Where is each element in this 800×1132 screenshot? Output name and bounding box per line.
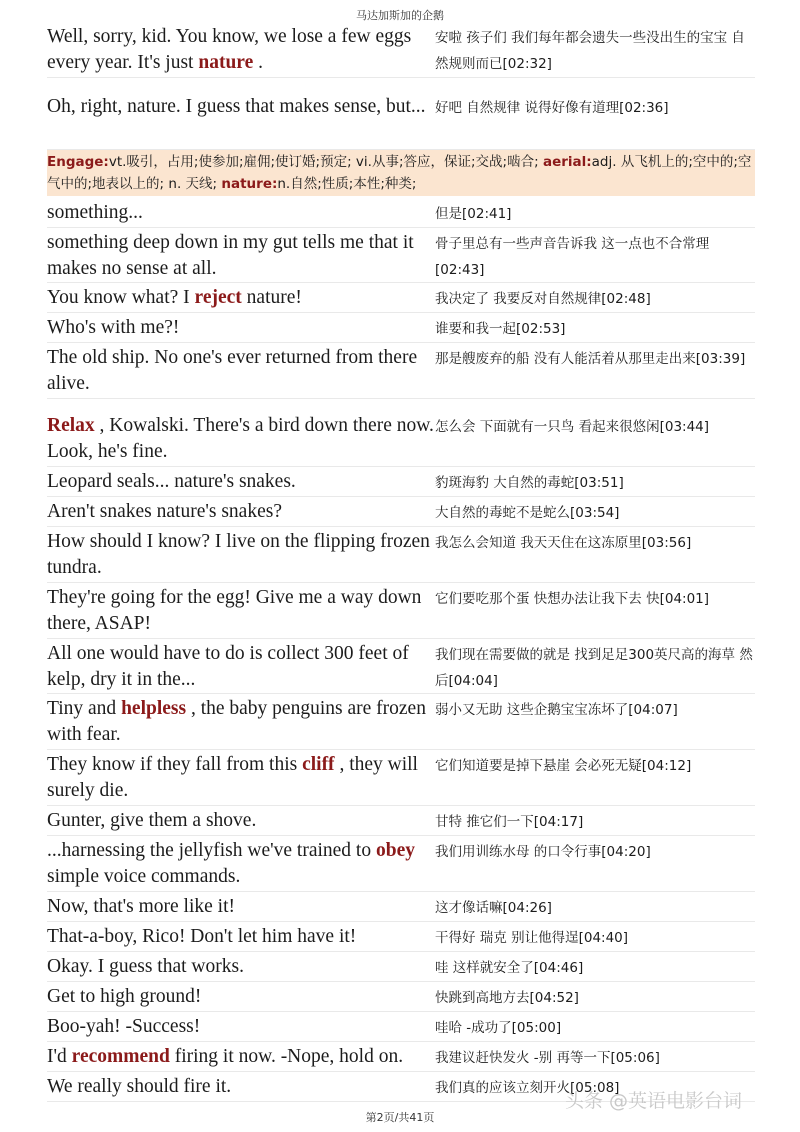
english-line (47, 228, 435, 282)
english-text: Now, that's more like it! (47, 896, 236, 917)
english-text: Oh, right, nature. I guess that makes sense, but... (47, 96, 426, 117)
english-line (47, 836, 435, 891)
chinese-line: 安啦 孩子们 我们每年都会遗失一些没出生的宝宝 自然规则而已[02:32] (435, 30, 745, 72)
keyword: cliff (302, 754, 335, 775)
english-text: How should I know? I live on the flipping frozen tundra. (47, 531, 430, 578)
english-text: something deep down in my gut tells me that it makes no sense at all. (47, 232, 414, 279)
english-text: , Kowalski. There's a bird down there now. Look, he's fine. (47, 415, 434, 462)
english-text: They know if they fall from this (47, 754, 303, 775)
english-line (47, 1042, 435, 1071)
english-line (47, 283, 435, 312)
subtitle-row (47, 806, 755, 836)
english-line (47, 982, 435, 1011)
english-line (47, 1072, 435, 1101)
chinese-line: 哇哈 -成功了[05:00] (435, 1020, 562, 1036)
subtitle-row (47, 1012, 755, 1042)
note-word: Engage: (47, 154, 109, 170)
chinese-line: 那是艘废弃的船 没有人能活着从那里走出来[03:39] (435, 351, 746, 367)
english-line (47, 694, 435, 749)
subtitle-row (47, 228, 755, 283)
english-line (47, 497, 435, 526)
english-text: firing it now. -Nope, hold on. (169, 1046, 404, 1067)
note-word: aerial: (542, 154, 592, 170)
chinese-line: 哇 这样就安全了[04:46] (435, 960, 584, 976)
chinese-line: 我决定了 我要反对自然规律[02:48] (435, 291, 651, 307)
gap (47, 399, 755, 411)
keyword: obey (375, 840, 415, 861)
english-line (47, 583, 435, 638)
subtitle-row (47, 467, 755, 497)
english-text: All one would have to do is collect 300 feet of kelp, dry it in the... (47, 643, 409, 690)
subtitle-row (47, 836, 755, 892)
subtitle-row (47, 313, 755, 343)
english-line (47, 806, 435, 835)
english-text: They're going for the egg! Give me a way down there, ASAP! (47, 587, 422, 634)
english-text: ...harnessing the jellyfish we've trained to (47, 840, 376, 861)
english-text: Okay. I guess that works. (47, 956, 244, 977)
english-text: Get to high ground! (47, 986, 202, 1007)
english-text: That-a-boy, Rico! Don't let him have it! (47, 926, 357, 947)
subtitle-row (47, 198, 755, 228)
chinese-line: 干得好 瑞克 别让他得逞[04:40] (435, 930, 629, 946)
chinese-line: 豹斑海豹 大自然的毒蛇[03:51] (435, 475, 624, 491)
chinese-line: 它们要吃那个蛋 快想办法让我下去 快[04:01] (435, 591, 710, 607)
english-line (47, 92, 435, 149)
english-line (47, 1012, 435, 1041)
keyword: helpless (121, 698, 187, 719)
english-text: Aren't snakes nature's snakes? (47, 501, 282, 522)
english-text: , they will surely die. (47, 754, 418, 801)
english-text: nature! (241, 287, 302, 308)
english-line (47, 527, 435, 582)
english-text: Gunter, give them a shove. (47, 810, 257, 831)
gap (47, 78, 755, 92)
note-definition: vt.吸引，占用;使参加;雇佣;使订婚;预定; vi.从事;答应，保证;交战;啮合; (108, 154, 539, 170)
keyword: reject (194, 287, 242, 308)
subtitle-row (47, 22, 755, 78)
english-line (47, 22, 435, 77)
chinese-line: 快跳到高地方去[04:52] (435, 990, 579, 1006)
english-line (47, 892, 435, 921)
english-text: The old ship. No one's ever returned from there alive. (47, 347, 418, 394)
english-line (47, 198, 435, 227)
english-line (47, 313, 435, 342)
watermark: 头条 @英语电影台词 (565, 1090, 743, 1112)
note-word: nature: (221, 176, 278, 192)
keyword: recommend (71, 1046, 170, 1067)
subtitle-row (47, 527, 755, 583)
page-number: 第2页/共41页 (365, 1111, 435, 1124)
subtitle-row (47, 952, 755, 982)
english-text: Leopard seals... nature's snakes. (47, 471, 296, 492)
english-line (47, 952, 435, 981)
subtitle-row (47, 497, 755, 527)
english-text: , the baby penguins are frozen with fear. (47, 698, 426, 745)
chinese-line: 甘特 推它们一下[04:17] (435, 814, 584, 830)
subtitle-row (47, 750, 755, 806)
chinese-line: 它们知道要是掉下悬崖 会必死无疑[04:12] (435, 758, 692, 774)
english-text: We really should fire it. (47, 1076, 232, 1097)
english-line (47, 467, 435, 496)
subtitle-row (47, 583, 755, 639)
english-line (47, 343, 435, 398)
subtitle-row (47, 922, 755, 952)
chinese-line: 好吧 自然规律 说得好像有道理[02:36] (435, 100, 669, 116)
subtitle-row (47, 639, 755, 694)
chinese-line: 弱小又无助 这些企鹅宝宝冻坏了[04:07] (435, 702, 678, 718)
chinese-line: 我们真的应该立刻开火[05:08] (435, 1080, 620, 1096)
chinese-line: 我们用训练水母 的口令行事[04:20] (435, 844, 651, 860)
subtitle-row (47, 982, 755, 1012)
english-line (47, 639, 435, 693)
subtitle-row (47, 694, 755, 750)
subtitle-row (47, 892, 755, 922)
english-text: simple voice commands. (47, 866, 241, 887)
english-text: Well, sorry, kid. You know, we lose a few eggs every year. It's just (47, 26, 412, 73)
subtitle-row (47, 343, 755, 399)
subtitle-row (47, 411, 755, 467)
english-text: I'd (47, 1046, 72, 1067)
english-text: something... (47, 202, 143, 223)
note-definition: n.自然;性质;本性;种类; (277, 176, 417, 192)
chinese-line: 我们现在需要做的就是 找到足足300英尺高的海草 然后[04:04] (435, 647, 753, 689)
chinese-line: 大自然的毒蛇不是蛇么[03:54] (435, 505, 620, 521)
chinese-line: 我怎么会知道 我天天住在这冻原里[03:56] (435, 535, 692, 551)
note-definition: adj. 从飞机上的;空中的;空气中的;地表以上的; n. 天线; (47, 154, 752, 192)
chinese-line: 骨子里总有一些声音告诉我 这一点也不合常理[02:43] (435, 236, 710, 278)
chinese-line: 谁要和我一起[02:53] (435, 321, 566, 337)
keyword: Relax (47, 415, 95, 436)
english-text: . (253, 52, 264, 73)
english-text: Who's with me?! (47, 317, 180, 338)
english-line (47, 750, 435, 805)
keyword: nature (198, 52, 254, 73)
english-line (47, 411, 435, 466)
english-text: You know what? I (47, 287, 195, 308)
subtitle-row (47, 283, 755, 313)
subtitle-row (47, 92, 755, 150)
chinese-line: 但是[02:41] (435, 206, 512, 222)
english-line (47, 922, 435, 951)
chinese-line: 怎么会 下面就有一只鸟 看起来很悠闲[03:44] (435, 419, 710, 435)
english-text: Boo-yah! -Success! (47, 1016, 201, 1037)
chinese-line: 我建议赶快发火 -别 再等一下[05:06] (435, 1050, 660, 1066)
vocabulary-note (47, 150, 755, 196)
english-text: Tiny and (47, 698, 122, 719)
chinese-line: 这才像话嘛[04:26] (435, 900, 552, 916)
document-title: 马达加斯加的企鹅 (356, 9, 444, 22)
subtitle-row (47, 1042, 755, 1072)
